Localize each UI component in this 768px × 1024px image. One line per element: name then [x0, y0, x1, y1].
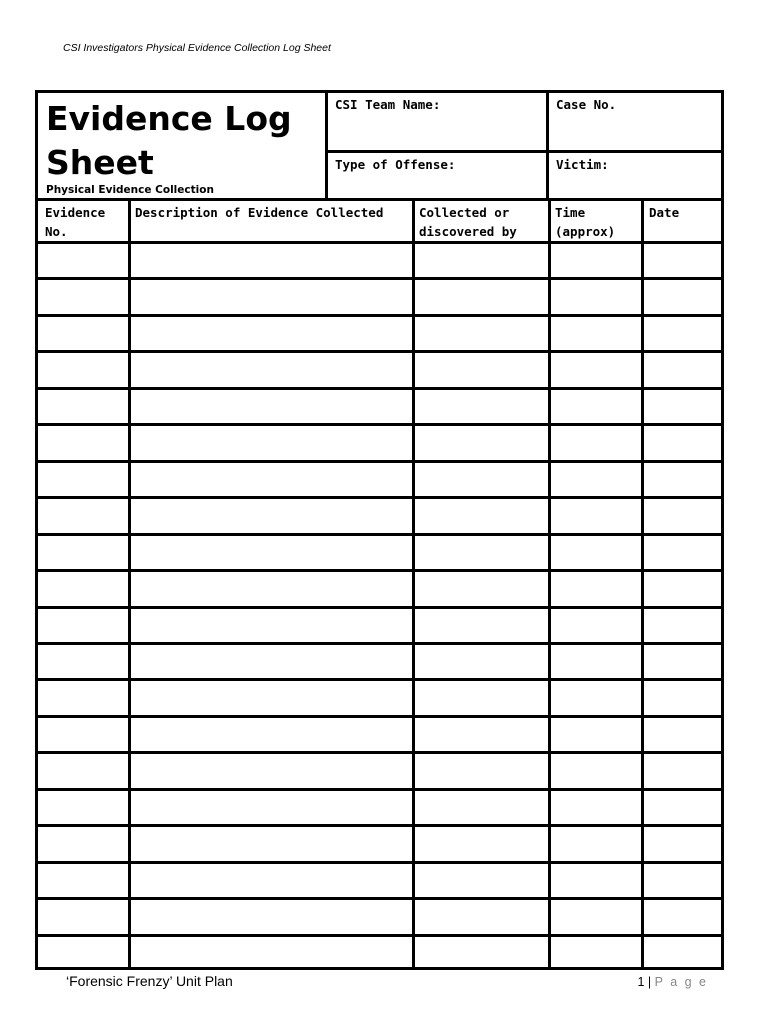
divider-field-rows	[325, 150, 724, 153]
footer-page	[637, 975, 708, 989]
table-row[interactable]	[38, 897, 724, 900]
table-row[interactable]	[38, 606, 724, 609]
table-row[interactable]	[38, 387, 724, 390]
table-row[interactable]	[38, 241, 724, 244]
table-row[interactable]	[38, 934, 724, 937]
title	[46, 97, 292, 185]
col-header-description: Description of Evidence Collected	[135, 205, 384, 220]
col-header-collected-line2: discovered by	[419, 224, 517, 239]
table-row[interactable]	[38, 496, 724, 499]
table-row[interactable]	[38, 824, 724, 827]
col-header-time	[555, 203, 615, 241]
col-header-collected-by	[419, 203, 517, 241]
table-row[interactable]	[38, 314, 724, 317]
col-header-time-line2: (approx)	[555, 224, 616, 239]
table-row[interactable]	[38, 751, 724, 754]
page-separator: |	[647, 975, 652, 989]
table-row[interactable]	[38, 715, 724, 718]
field-victim[interactable]: Victim:	[556, 157, 609, 172]
divider-title-fields	[325, 93, 328, 198]
page-word: P a g e	[654, 975, 708, 989]
table-row[interactable]	[38, 678, 724, 681]
table-row[interactable]	[38, 861, 724, 864]
col-header-evidence-no-line1: Evidence	[45, 205, 106, 220]
table-row[interactable]	[38, 460, 724, 463]
col-header-date: Date	[649, 205, 680, 220]
col-header-collected-line1: Collected or	[419, 205, 510, 220]
title-line-2: Sheet	[46, 143, 154, 182]
table-row[interactable]	[38, 569, 724, 572]
table-row[interactable]	[38, 277, 724, 280]
table-row[interactable]	[38, 533, 724, 536]
field-case-no[interactable]: Case No.	[556, 97, 617, 112]
table-row[interactable]	[38, 350, 724, 353]
title-line-1: Evidence Log	[46, 99, 292, 138]
field-offense[interactable]: Type of Offense:	[335, 157, 456, 172]
col-header-evidence-no-line2: No.	[45, 224, 68, 239]
divider-header	[38, 198, 724, 201]
page-number: 1	[637, 975, 645, 989]
footer-unit-plan: ‘Forensic Frenzy’ Unit Plan	[66, 973, 233, 989]
header-note: CSI Investigators Physical Evidence Collection Log Sheet	[63, 42, 331, 54]
field-team-name[interactable]: CSI Team Name:	[335, 97, 441, 112]
table-row[interactable]	[38, 423, 724, 426]
subtitle: Physical Evidence Collection	[46, 184, 214, 196]
divider-fields	[546, 93, 549, 198]
col-header-evidence-no	[45, 203, 105, 241]
table-row[interactable]	[38, 788, 724, 791]
table-row[interactable]	[38, 642, 724, 645]
col-header-time-line1: Time	[555, 205, 586, 220]
evidence-log-sheet	[35, 90, 724, 970]
